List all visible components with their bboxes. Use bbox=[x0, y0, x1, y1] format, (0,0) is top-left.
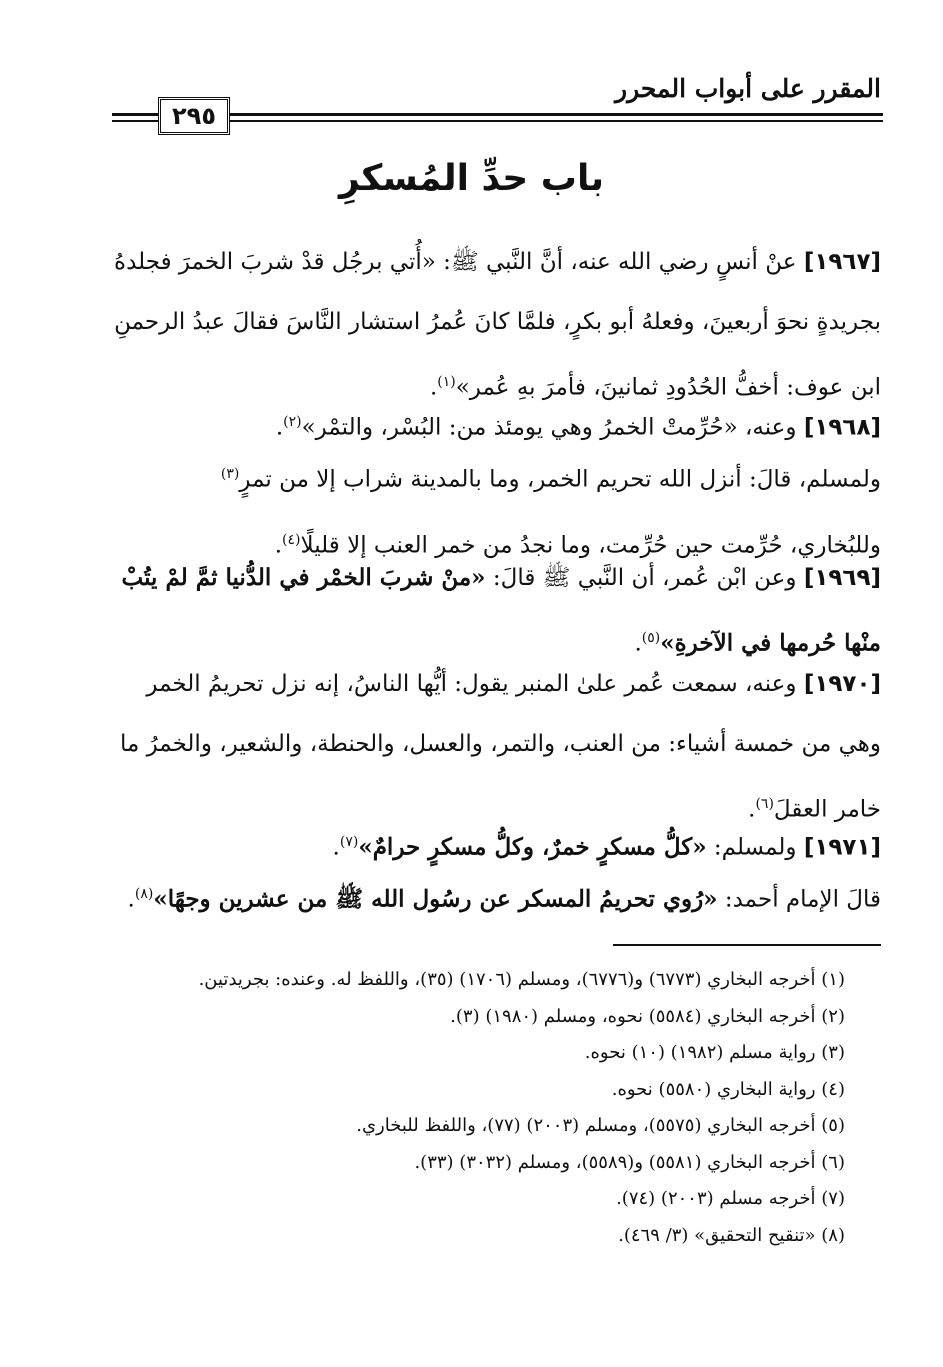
text-line: منْها حُرمها في الآخرةِ»$^{(٥)}$. bbox=[634, 629, 881, 657]
imam-ahmad-statement: قالَ الإمام أحمد: «رُوي تحريمُ المسكر عن رسُول الله ﷺ من عشرين وجهًا»$^{(٨)}$. bbox=[127, 885, 881, 913]
text-line: وللبُخاري، حُرِّمت حين حُرِّمت، وما نجدُ من خمر العنب إلا قليلًا$^{(٤)}$. bbox=[274, 531, 881, 559]
hadith-number: [١٩٧١] bbox=[803, 834, 881, 861]
footnote-ref: (١) bbox=[437, 374, 456, 390]
footnote-separator bbox=[613, 944, 881, 946]
footnote-ref: (٨) bbox=[134, 886, 154, 902]
footnote-4: (٤) رواية البخاري (٥٥٨٠) نحوه. bbox=[611, 1078, 845, 1100]
footnote-ref: (٧) bbox=[339, 834, 359, 850]
footnote-ref: (٢) bbox=[283, 414, 302, 430]
hadith-number: [١٩٧٠] bbox=[803, 671, 881, 697]
footnote-8: (٨) «تنقيح التحقيق» (٣/ ٤٦٩). bbox=[618, 1224, 845, 1246]
text-line: [١٩٦٧] عنْ أنسٍ رضي الله عنه، أنَّ النَّبي ﷺ: «أُتي برجُل قدْ شربَ الخمرَ فجلدهُ bbox=[114, 249, 881, 275]
footnote-ref: (٣) bbox=[220, 466, 240, 482]
footnotes bbox=[70, 962, 845, 1254]
footnote-6: (٦) أخرجه البخاري (٥٥٨١) و(٥٥٨٩)، ومسلم (٣٠٣٢) (٣٣). bbox=[414, 1151, 845, 1173]
footnote-ref: (٤) bbox=[282, 531, 301, 548]
hadith-1967 bbox=[70, 232, 881, 418]
footnote-7: (٧) أخرجه مسلم (٢٠٠٣) (٧٤). bbox=[616, 1188, 845, 1209]
text-line: [١٩٦٩] وعن ابْن عُمر، أن النَّبي ﷺ قالَ: «منْ شربَ الخمْر في الدُّنيا ثمَّ لمْ يتُبْ bbox=[121, 564, 881, 591]
footnote-ref: (٦) bbox=[755, 796, 774, 812]
footnote-2: (٢) أخرجه البخاري (٥٥٨٤) نحوه، ومسلم (١٩٨٠) (٣). bbox=[450, 1005, 845, 1027]
text-line: [١٩٧٠] وعنه، سمعت عُمر علىٰ المنبر يقول: أيُّها الناسُ، إنه نزل تحريمُ الخمر bbox=[146, 671, 881, 697]
footnote-ref: (٥) bbox=[641, 630, 661, 646]
page-number: ٢٩٥ bbox=[158, 97, 230, 135]
text-line: وهي من خمسة أشياء: من العنب، والتمر، والعسل، والحنطة، والشعير، والخمرُ ما bbox=[119, 731, 881, 757]
chapter-title: باب حدِّ المُسكرِ bbox=[339, 158, 604, 199]
text-line: بجريدةٍ نحوَ أربعينَ، وفعلهُ أبو بكرٍ، فلمَّا كانَ عُمرُ استشار النَّاسَ فقالَ عبدُ الرحمنِ bbox=[114, 309, 881, 335]
text-line: ابن عوف: أخفُّ الحُدُودِ ثمانينَ، فأمرَ بهِ عُمر»$^{(١)}$. bbox=[429, 374, 881, 401]
footnote-3: (٣) رواية مسلم (١٩٨٢) (١٠) نحوه. bbox=[584, 1042, 845, 1063]
hadith-number: [١٩٦٨] bbox=[803, 414, 881, 441]
text-line: ولمسلم، قالَ: أنزل الله تحريم الخمر، وما بالمدينة شراب إلا من تمرٍ$^{(٣)}$ bbox=[220, 466, 881, 493]
footnote-5: (٥) أخرجه البخاري (٥٥٧٥)، ومسلم (٢٠٠٣) (٧٧)، واللفظ للبخاري. bbox=[356, 1115, 845, 1136]
hadith-1968: [١٩٦٨] وعنه، «حُرِّمتْ الخمرُ وهي يومئذ من: البُسْر، والتمْر»$^{(٢)}$. bbox=[275, 414, 881, 441]
hadith-1971: [١٩٧١] ولمسلم: «كلُّ مسكرٍ خمرٌ، وكلُّ مسكرٍ حرامٌ»$^{(٧)}$. bbox=[332, 833, 881, 861]
running-header-title: المقرر على أبواب المحرر bbox=[615, 74, 881, 103]
hadith-number: [١٩٦٩] bbox=[803, 565, 881, 591]
hadith-number: [١٩٦٧] bbox=[803, 249, 881, 275]
text-line: خامر العقلَ$^{(٦)}$. bbox=[748, 796, 881, 823]
footnote-1: (١) أخرجه البخاري (٦٧٧٣) و(٦٧٧٦)، ومسلم (١٧٠٦) (٣٥)، واللفظ له. وعنده: بجريدتين. bbox=[198, 969, 845, 990]
